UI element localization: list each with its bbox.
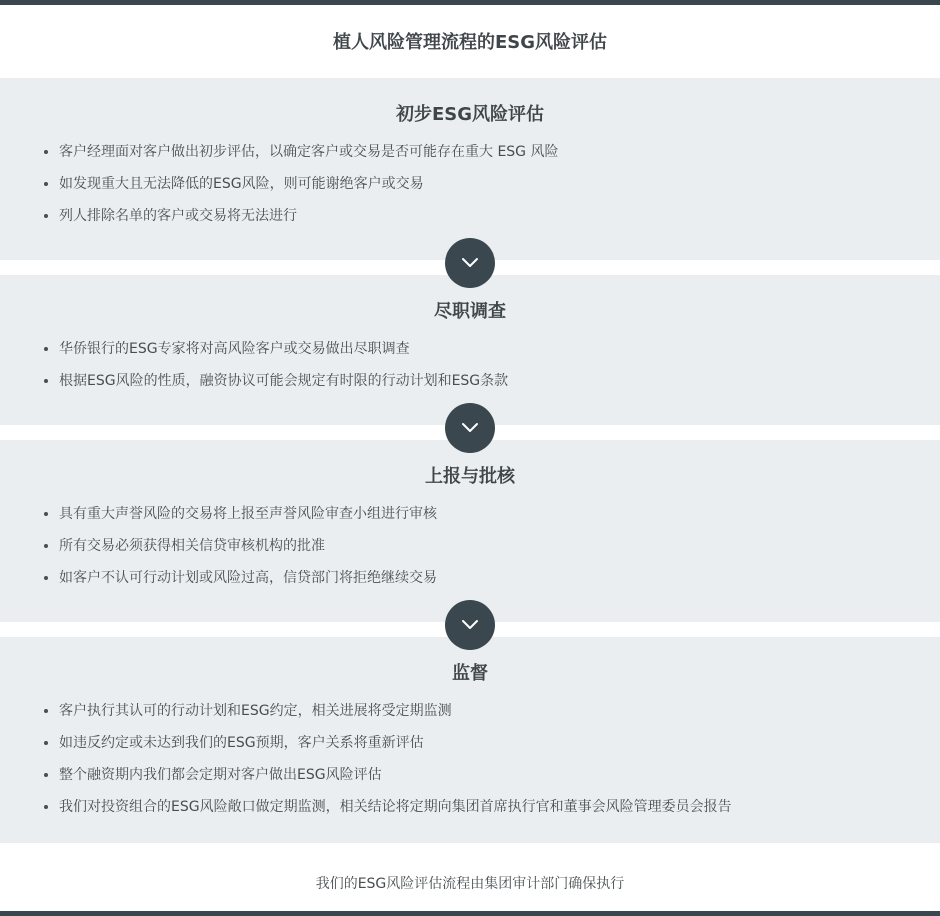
chevron-down-icon: [460, 257, 480, 269]
list-item: [0, 701, 940, 733]
step-bullet-list: [0, 701, 940, 829]
step-bullet-list: [0, 142, 940, 238]
step-bullet-list: [0, 339, 940, 403]
list-item-text: 客户经理面对客户做出初步评估，以确定客户或交易是否可能存在重大 ESG 风险: [59, 144, 559, 160]
list-item-text: 华侨银行的ESG专家将对高风险客户或交易做出尽职调查: [59, 341, 410, 357]
list-item-text: 列人排除名单的客户或交易将无法进行: [59, 208, 297, 224]
footer-note: 我们的ESG风险评估流程由集团审计部门确保执行: [315, 876, 625, 892]
list-item: [0, 371, 940, 403]
list-item-text: 如违反约定或未达到我们的ESG预期，客户关系将重新评估: [59, 735, 424, 751]
page-title: 植人风险管理流程的ESG风险评估: [332, 32, 608, 53]
flow-connector: [445, 600, 495, 650]
flow-connector: [445, 238, 495, 288]
list-item: [0, 733, 940, 765]
bullet-dot: [44, 773, 48, 777]
top-accent-bar: [0, 0, 940, 5]
list-item-text: 如客户不认可行动计划或风险过高，信贷部门将拒绝继续交易: [59, 570, 437, 586]
list-item: [0, 797, 940, 829]
list-item: [0, 339, 940, 371]
bullet-dot: [44, 379, 48, 383]
bullet-dot: [44, 544, 48, 548]
list-item-text: 所有交易必须获得相关信贷审核机构的批准: [59, 538, 325, 554]
bullet-dot: [44, 741, 48, 745]
bullet-dot: [44, 512, 48, 516]
bullet-dot: [44, 182, 48, 186]
bullet-dot: [44, 150, 48, 154]
list-item: [0, 504, 940, 536]
step-escalation-approval: [0, 440, 940, 622]
chevron-down-icon: [460, 619, 480, 631]
chevron-down-icon: [460, 422, 480, 434]
bullet-dot: [44, 347, 48, 351]
list-item-text: 我们对投资组合的ESG风险敞口做定期监测，相关结论将定期向集团首席执行官和董事会风险管理委员会报告: [59, 799, 732, 815]
step-title: 监督: [452, 663, 488, 684]
list-item-text: 根据ESG风险的性质，融资协议可能会规定有时限的行动计划和ESG条款: [59, 373, 509, 389]
list-item: [0, 174, 940, 206]
list-item: [0, 568, 940, 600]
step-initial-assessment: [0, 78, 940, 260]
bullet-dot: [44, 805, 48, 809]
list-item-text: 具有重大声誉风险的交易将上报至声誉风险审查小组进行审核: [59, 506, 437, 522]
bottom-accent-bar: [0, 911, 940, 916]
step-monitoring: [0, 637, 940, 843]
step-title: 上报与批核: [425, 466, 515, 487]
list-item: [0, 536, 940, 568]
list-item-text: 客户执行其认可的行动计划和ESG约定，相关进展将受定期监测: [59, 703, 452, 719]
bullet-dot: [44, 709, 48, 713]
list-item-text: 整个融资期内我们都会定期对客户做出ESG风险评估: [59, 767, 382, 783]
list-item: [0, 142, 940, 174]
flow-connector: [445, 403, 495, 453]
list-item-text: 如发现重大且无法降低的ESG风险，则可能谢绝客户或交易: [59, 176, 424, 192]
step-title: 初步ESG风险评估: [395, 104, 545, 125]
step-title: 尽职调查: [434, 301, 506, 322]
bullet-dot: [44, 576, 48, 580]
list-item: [0, 206, 940, 238]
bullet-dot: [44, 214, 48, 218]
step-bullet-list: [0, 504, 940, 600]
list-item: [0, 765, 940, 797]
